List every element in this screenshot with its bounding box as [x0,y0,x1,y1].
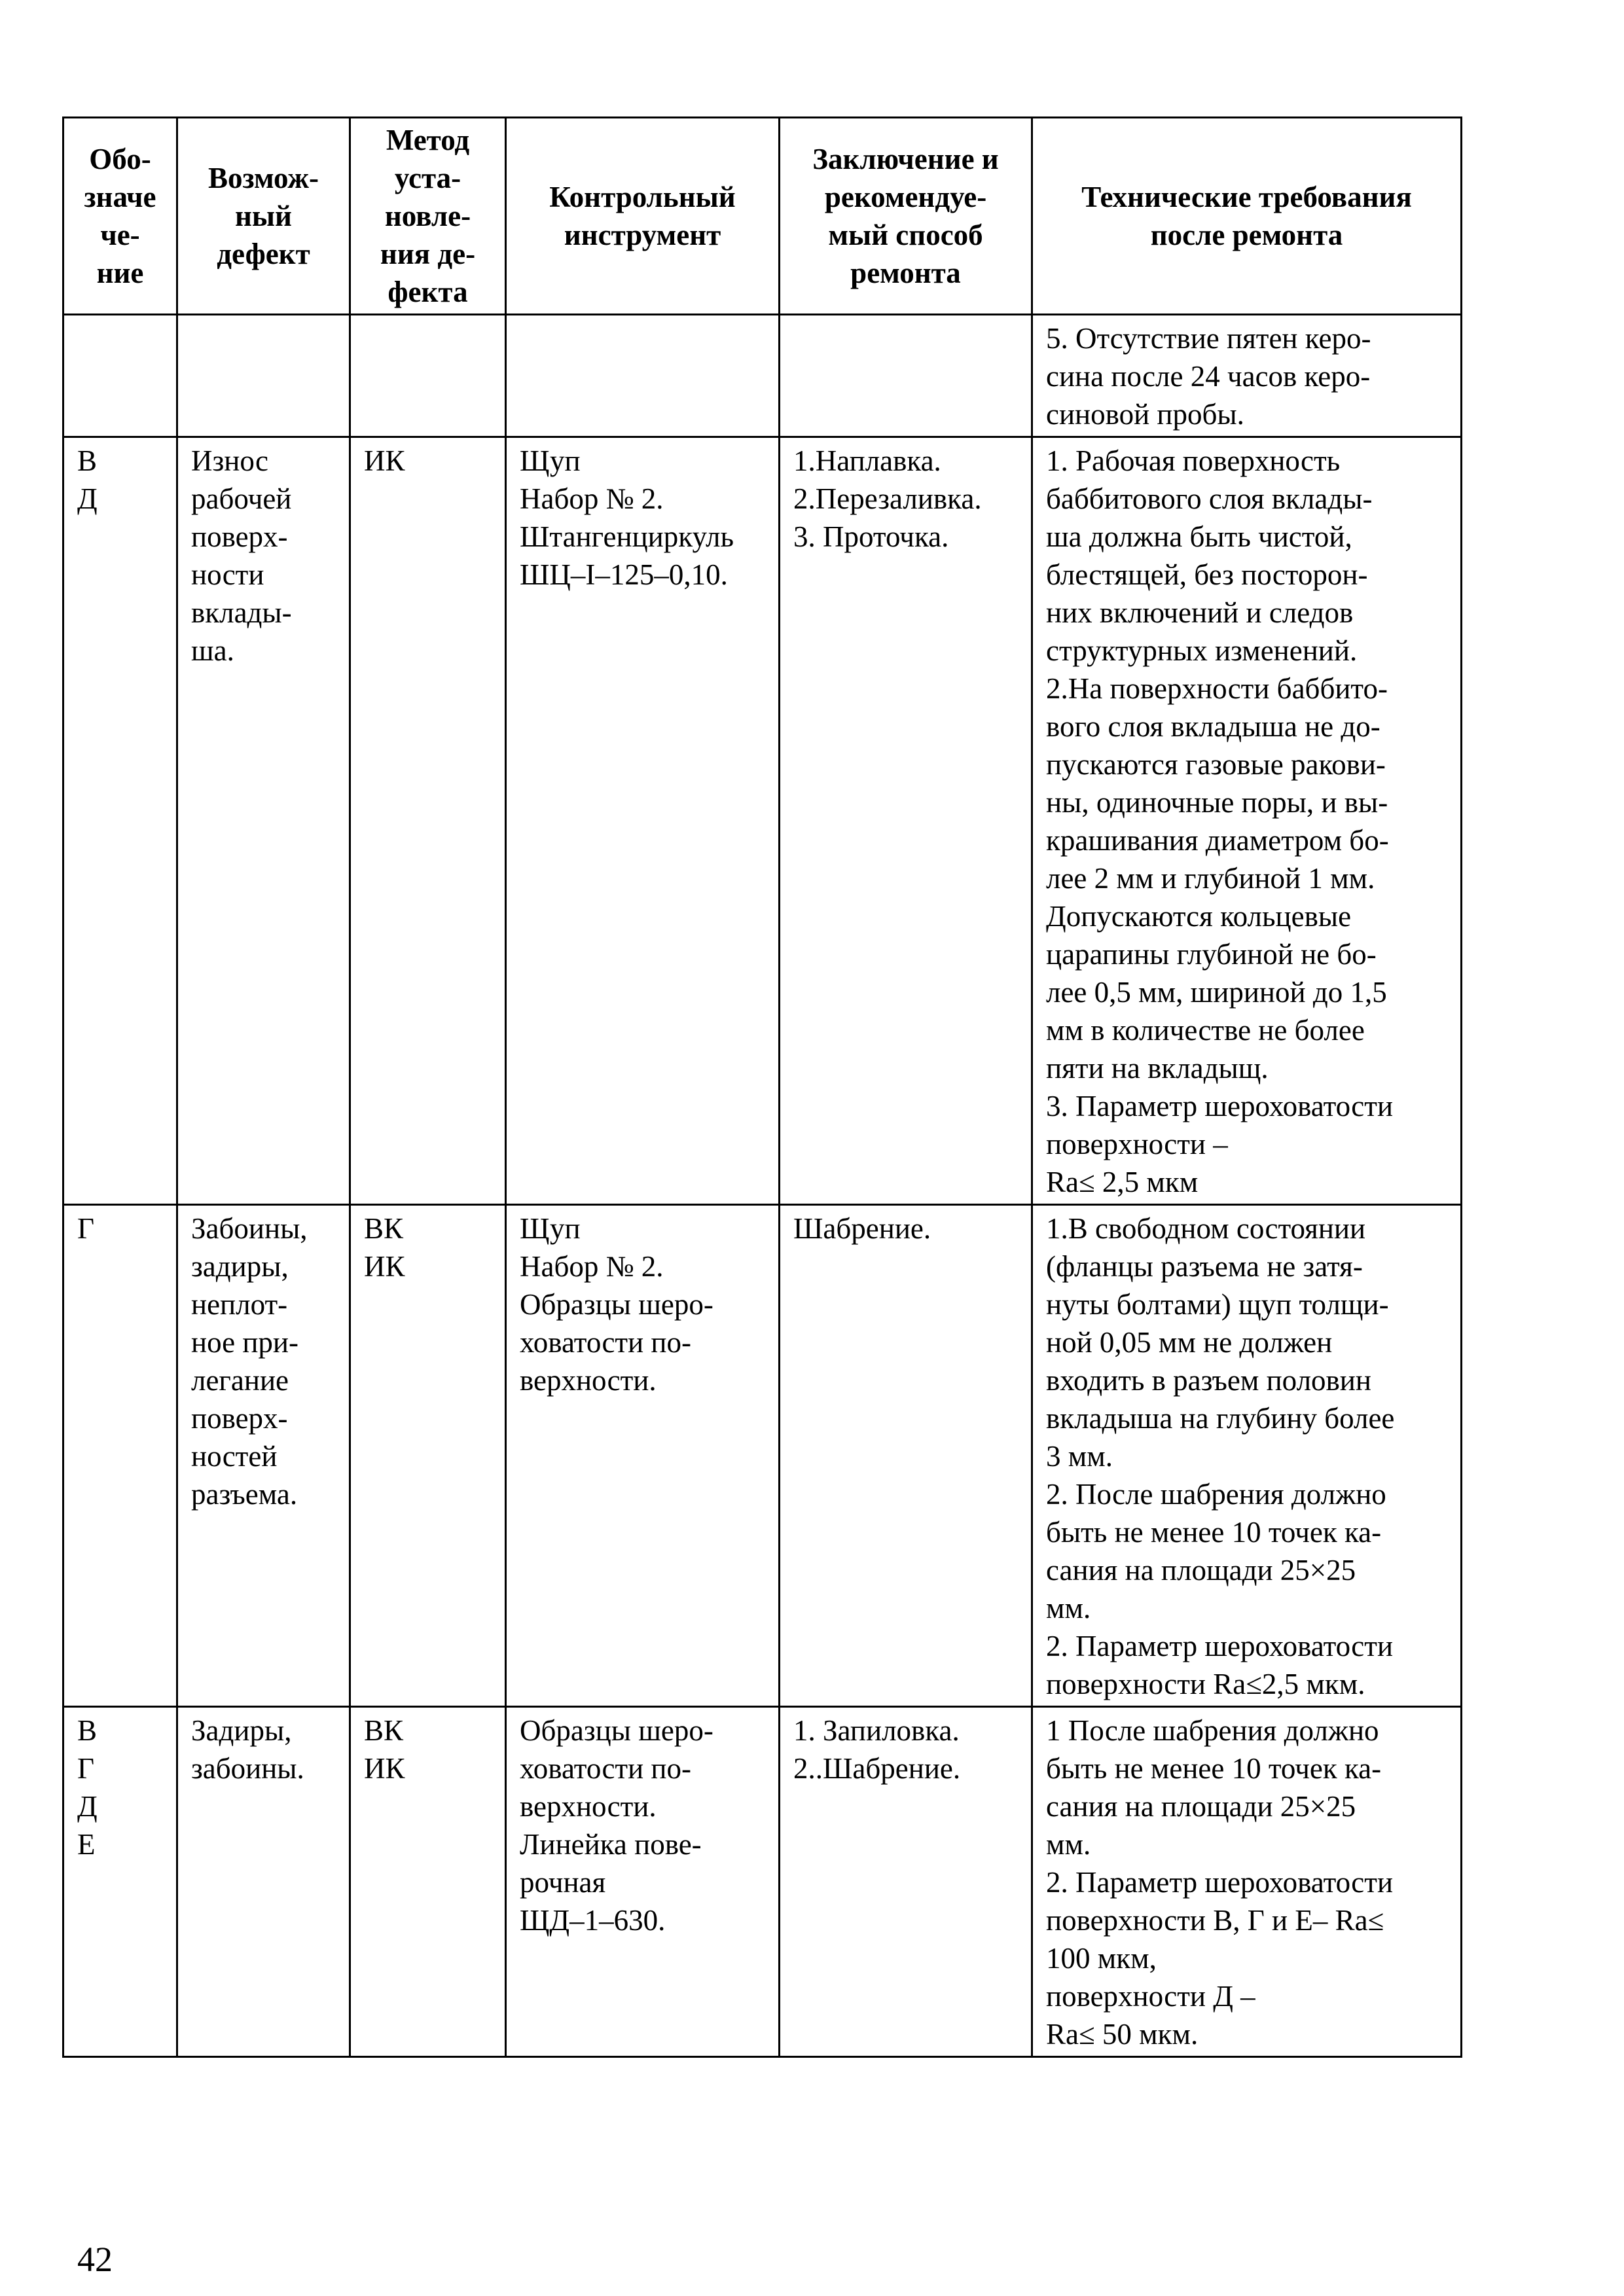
text-line: значе [84,181,156,213]
text-line: ВК [364,1714,404,1747]
text-line: мый способ [828,219,983,251]
text-line: Возмож- [208,162,319,194]
defect-table [62,117,1462,2058]
header-possible-defect [177,118,350,315]
text-line: Задиры, [191,1714,292,1747]
text-line: забоины. [191,1752,304,1785]
cell-requirements [1032,315,1462,437]
text-line: крашивания диаметром бо- [1046,824,1389,857]
text-line: задиры, [191,1250,289,1283]
text-line: 3. Проточка. [793,520,949,553]
cell-designation [63,1205,177,1707]
text-line: Штангенциркуль [520,520,734,553]
cell-tool [506,1205,780,1707]
text-line: царапины глубиной не бо- [1046,938,1377,971]
text-line: рабочей [191,482,292,515]
text-line: Образцы шеро- [520,1714,713,1747]
text-line: Щуп [520,1212,581,1245]
cell-repair [780,1707,1032,2057]
text-line: Образцы шеро- [520,1288,713,1321]
text-line: ние [96,257,144,289]
text-line: 2. Параметр шероховатости [1046,1866,1394,1899]
table-row [63,1707,1462,2057]
text-line: Шабрение. [793,1212,931,1245]
text-line: ШЦ–I–125–0,10. [520,558,728,591]
text-line: Допускаются кольцевые [1046,900,1352,933]
text-line: структурных изменений. [1046,634,1358,667]
text-line: лее 0,5 мм, шириной до 1,5 [1046,976,1387,1009]
text-line: сания на площади 25×25 [1046,1790,1356,1823]
text-line: новле- [384,200,471,232]
text-line: Набор № 2. [520,482,664,515]
text-line: баббитового слоя вклады- [1046,482,1373,515]
text-line: ЩД–1–630. [520,1904,666,1937]
text-line: 1 После шабрения должно [1046,1714,1379,1747]
text-line: Забоины, [191,1212,308,1245]
text-line: ной 0,05 мм не должен [1046,1326,1333,1359]
text-line: Е [77,1828,96,1861]
text-line: 100 мкм, [1046,1942,1157,1975]
text-line: ремонта [850,257,961,289]
text-line: ности [191,558,264,591]
text-line: Г [77,1752,95,1785]
cell-method [350,315,506,437]
text-line: 1.В свободном состоянии [1046,1212,1366,1245]
cell-requirements [1032,1707,1462,2057]
text-line: Щуп [520,444,581,477]
text-line: ша должна быть чистой, [1046,520,1352,553]
cell-requirements [1032,437,1462,1205]
cell-defect [177,1707,350,2057]
cell-repair [780,437,1032,1205]
table-row [63,437,1462,1205]
cell-repair [780,315,1032,437]
text-line: Д [77,482,98,515]
text-line: вкладыша на глубину более [1046,1402,1395,1435]
table-row [63,315,1462,437]
text-line: 1.Наплавка. [793,444,941,477]
cell-defect [177,437,350,1205]
text-line: 2..Шабрение. [793,1752,961,1785]
text-line: мм. [1046,1592,1091,1624]
text-line: Заключение и [812,143,999,175]
text-line: 2. После шабрения должно [1046,1478,1386,1511]
header-designation [63,118,177,315]
cell-repair [780,1205,1032,1707]
text-line: мм в количестве не более [1046,1014,1365,1047]
text-line: сина после 24 часов керо- [1046,360,1371,393]
text-line: вклады- [191,596,292,629]
text-line: Ra≤ 2,5 мкм [1046,1166,1199,1198]
text-line: ностей [191,1440,278,1473]
text-line: Метод [386,124,470,156]
text-line: 1. Рабочая поверхность [1046,444,1341,477]
text-line: входить в разъем половин [1046,1364,1371,1397]
text-line: рочная [520,1866,606,1899]
cell-designation [63,1707,177,2057]
text-line: Набор № 2. [520,1250,664,1283]
text-line: неплот- [191,1288,288,1321]
text-line: сания на площади 25×25 [1046,1554,1356,1587]
text-line: Обо- [89,143,151,175]
text-line: синовой пробы. [1046,398,1244,431]
text-line: Износ [191,444,268,477]
header-control-tool [506,118,780,315]
text-line: Д [77,1790,98,1823]
text-line: лее 2 мм и глубиной 1 мм. [1046,862,1375,895]
text-line: поверхности – [1046,1128,1228,1160]
text-line: ховатости по- [520,1326,691,1359]
text-line: Ra≤ 50 мкм. [1046,2018,1199,2051]
cell-requirements [1032,1205,1462,1707]
text-line: Г [77,1212,95,1245]
text-line: 2.Перезаливка. [793,482,982,515]
text-line: ное при- [191,1326,299,1359]
text-line: 5. Отсутствие пятен керо- [1046,322,1371,355]
text-line: уста- [394,162,461,194]
text-line: поверхности Ra≤2,5 мкм. [1046,1668,1365,1700]
header-row [63,118,1462,315]
text-line: поверх- [191,520,288,553]
text-line: ный [235,200,292,232]
text-line: инструмент [564,219,721,251]
text-line: вого слоя вкладыша не до- [1046,710,1380,743]
text-line: быть не менее 10 точек ка- [1046,1516,1382,1549]
text-line: ИК [364,1752,405,1785]
text-line: дефект [217,238,310,270]
text-line: ховатости по- [520,1752,691,1785]
text-line: разъема. [191,1478,298,1511]
text-line: пяти на вкладыщ. [1046,1052,1269,1085]
text-line: быть не менее 10 точек ка- [1046,1752,1382,1785]
text-line: поверхности Д – [1046,1980,1255,2013]
text-line: 3. Параметр шероховатости [1046,1090,1394,1122]
text-line: (фланцы разъема не затя- [1046,1250,1363,1283]
cell-designation [63,437,177,1205]
text-line: ша. [191,634,234,667]
text-line: верхности. [520,1364,657,1397]
text-line: мм. [1046,1828,1091,1861]
page-number: 42 [77,2240,113,2279]
text-line: ИК [364,444,405,477]
text-line: Контрольный [549,181,736,213]
cell-tool [506,437,780,1205]
text-line: 3 мм. [1046,1440,1113,1473]
cell-defect [177,315,350,437]
cell-method [350,1707,506,2057]
text-line: Линейка пове- [520,1828,702,1861]
text-line: легание [191,1364,289,1397]
text-line: В [77,1714,98,1747]
text-line: 2. Параметр шероховатости [1046,1630,1394,1662]
text-line: ния де- [380,238,476,270]
text-line: че- [100,219,140,251]
text-line: них включений и следов [1046,596,1354,629]
text-line: Технические требования [1081,181,1412,213]
text-line: поверх- [191,1402,288,1435]
text-line: верхности. [520,1790,657,1823]
cell-defect [177,1205,350,1707]
text-line: ИК [364,1250,405,1283]
text-line: фекта [388,276,468,308]
text-line: рекомендуе- [824,181,987,213]
text-line: 1. Запиловка. [793,1714,960,1747]
text-line: после ремонта [1150,219,1343,251]
cell-tool [506,1707,780,2057]
header-detection-method [350,118,506,315]
text-line: блестящей, без посторон- [1046,558,1368,591]
text-line: нуты болтами) щуп толщи- [1046,1288,1389,1321]
cell-tool [506,315,780,437]
cell-designation [63,315,177,437]
header-conclusion-repair [780,118,1032,315]
text-line: 2.На поверхности баббито- [1046,672,1388,705]
text-line: пускаются газовые ракови- [1046,748,1386,781]
text-line: В [77,444,98,477]
header-technical-requirements [1032,118,1462,315]
cell-method [350,437,506,1205]
text-line: ны, одиночные поры, и вы- [1046,786,1388,819]
table-row [63,1205,1462,1707]
text-line: ВК [364,1212,404,1245]
cell-method [350,1205,506,1707]
text-line: поверхности В, Г и Е– Ra≤ [1046,1904,1384,1937]
